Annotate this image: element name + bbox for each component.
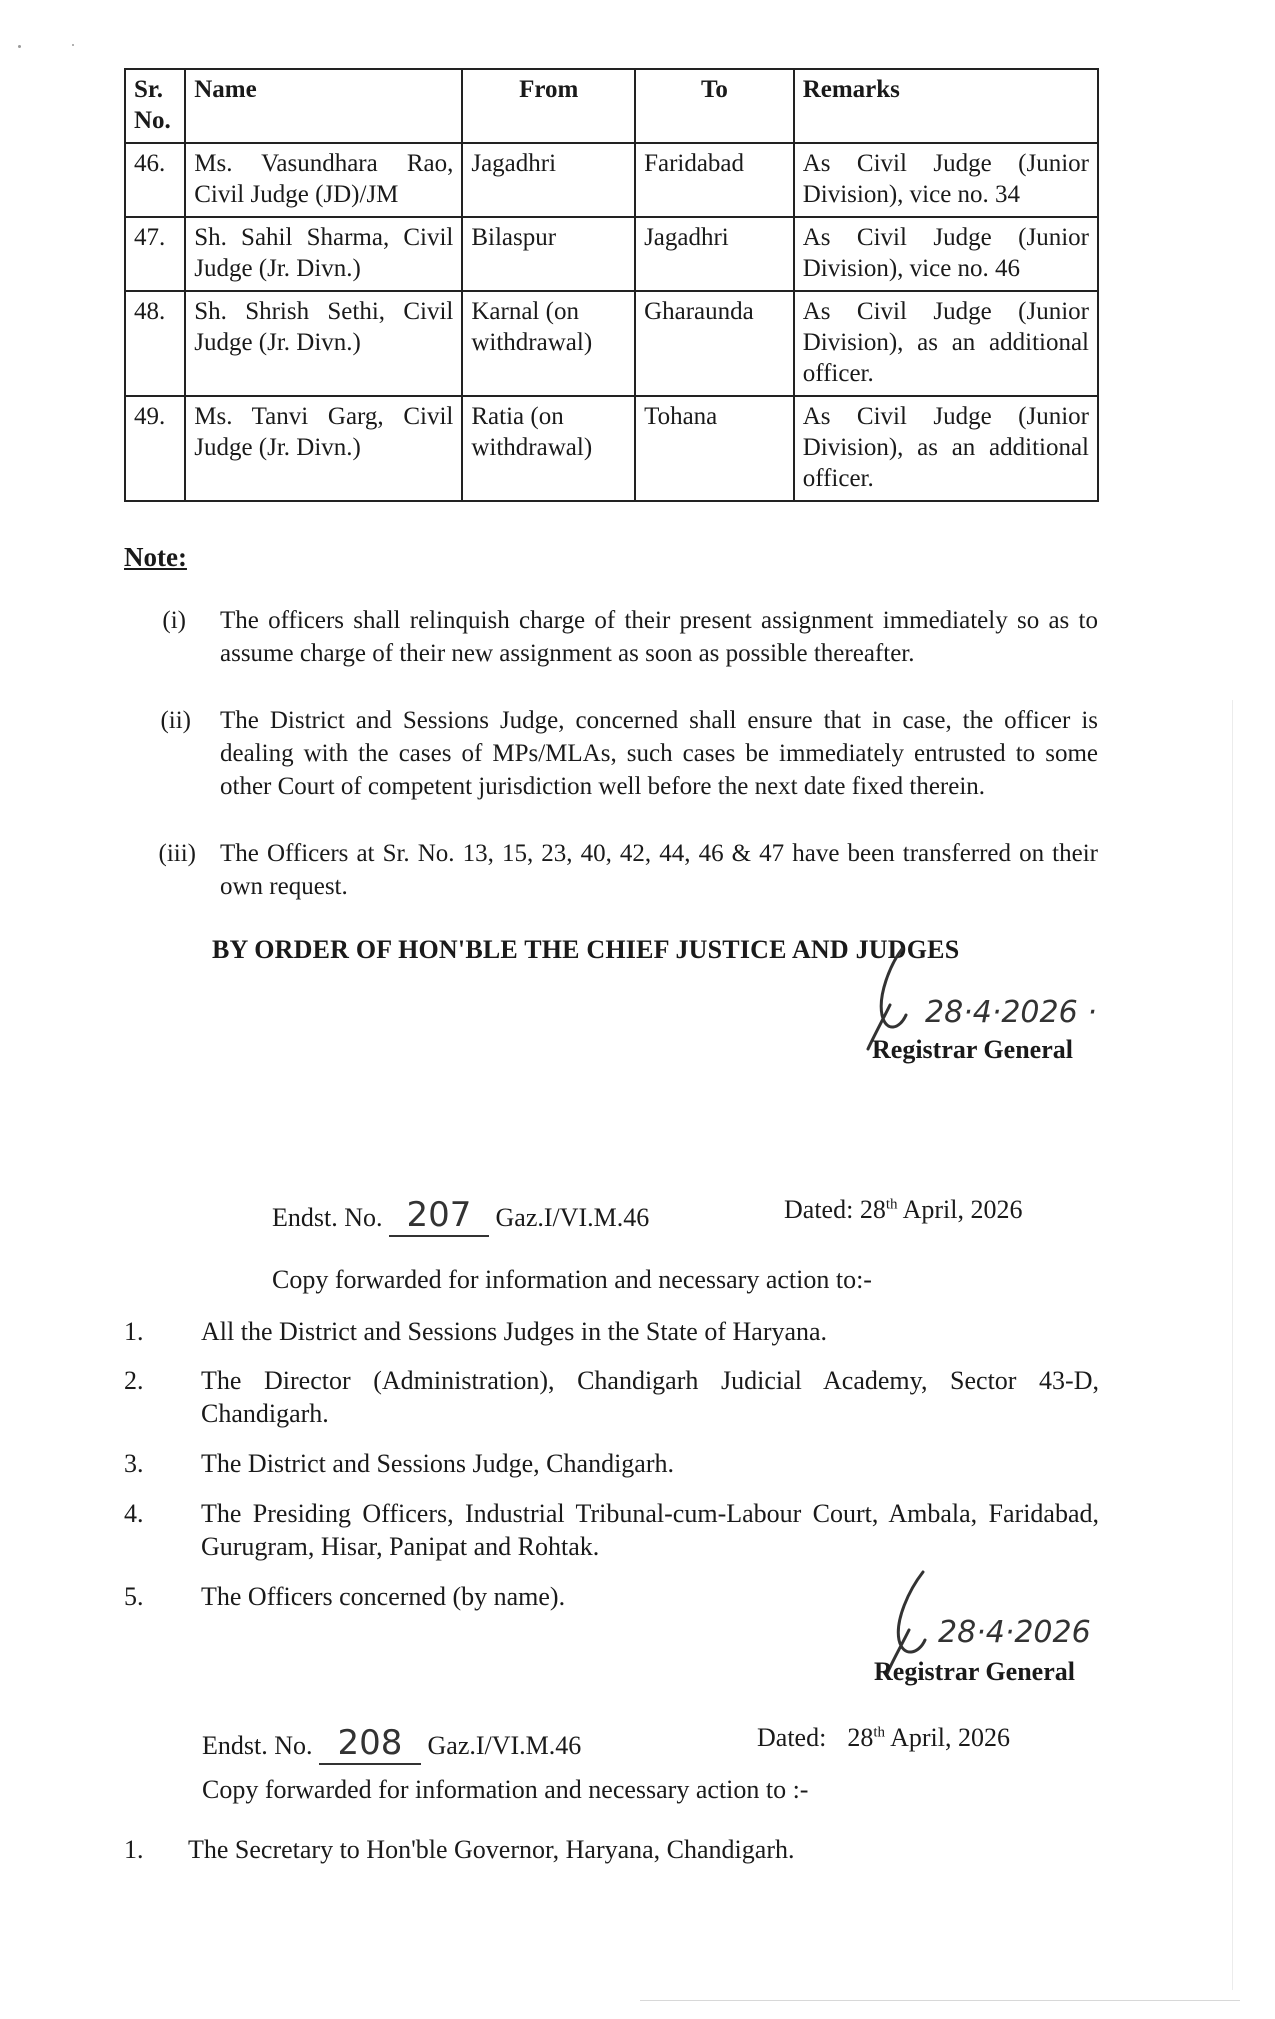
endorsement-date [784, 1195, 1022, 1225]
cell-name: Ms. Vasundhara Rao, Civil Judge (JD)/JM [185, 143, 462, 217]
cell-sr: 47. [125, 217, 185, 291]
dated-month-year: April, 2026 [890, 1723, 1010, 1752]
copy-forwarded-line: Copy forwarded for information and necessary action to:- [272, 1265, 872, 1294]
recipient-number: 2. [124, 1366, 144, 1395]
endorsement-ref: Gaz.I/VI.M.46 [495, 1203, 650, 1232]
note-item-number: (iii) [158, 840, 196, 867]
table-header-row [125, 69, 1098, 143]
registrar-general-title: Registrar General [872, 1035, 1073, 1064]
dated-ordinal: th [873, 1724, 885, 1741]
endorsement-number-handwritten: 207 [406, 1195, 472, 1235]
cell-to: Tohana [635, 396, 794, 501]
note-item-text: The Officers at Sr. No. 13, 15, 23, 40, 42, 44, 46 & 47 have been transferred on their own request. [220, 840, 1098, 900]
note-item-text: The District and Sessions Judge, concerned shall ensure that in case, the officer is dealing with the cases of MPs/MLAs, such cases be immediately entrusted to some other Court of competent jurisdiction well before the next date fixed therein. [220, 707, 1098, 800]
signature-date-handwritten: 28·4·2026 [938, 1615, 1091, 1650]
col-header-remarks: Remarks [794, 69, 1098, 143]
recipient-text: The Director (Administration), Chandigarh Judicial Academy, Sector 43-D, Chandigarh. [201, 1366, 1099, 1428]
scan-edge-line [1232, 700, 1233, 1990]
col-header-sr: Sr. No. [125, 69, 185, 143]
table-row [125, 396, 1098, 501]
recipient-number: 3. [124, 1449, 144, 1478]
col-header-from: From [462, 69, 635, 143]
cell-sr: 46. [125, 143, 185, 217]
table-row [125, 143, 1098, 217]
recipient-text: The Officers concerned (by name). [201, 1582, 566, 1611]
recipient-text: The Presiding Officers, Industrial Tribunal-cum-Labour Court, Ambala, Faridabad, Gurugram, Hisar, Panipat and Rohtak. [201, 1499, 1099, 1561]
table-row [125, 291, 1098, 396]
dated-label: Dated: [757, 1723, 827, 1752]
col-header-name: Name [185, 69, 462, 143]
note-item-text: The officers shall relinquish charge of their present assignment immediately so as to assume charge of their new assignment as soon as possible thereafter. [220, 607, 1098, 667]
note-item-number: (ii) [160, 707, 191, 734]
cell-sr: 48. [125, 291, 185, 396]
endorsement-prefix: Endst. No. [272, 1203, 383, 1232]
endorsement-number-handwritten: 208 [337, 1723, 403, 1763]
cell-name: Ms. Tanvi Garg, Civil Judge (Jr. Divn.) [185, 396, 462, 501]
recipient-number: 1. [124, 1317, 144, 1346]
col-header-to: To [635, 69, 794, 143]
recipient-text: The Secretary to Hon'ble Governor, Haryana, Chandigarh. [188, 1835, 795, 1864]
recipient-text: All the District and Sessions Judges in the State of Haryana. [201, 1317, 828, 1346]
endorsement-number [319, 1723, 421, 1765]
cell-name: Sh. Sahil Sharma, Civil Judge (Jr. Divn.) [185, 217, 462, 291]
table-row [125, 217, 1098, 291]
signature-date-handwritten: 28·4·2026 · [925, 995, 1097, 1030]
dated-day: 28 [847, 1723, 874, 1752]
cell-from: Bilaspur [462, 217, 635, 291]
endorsement-prefix: Endst. No. [202, 1731, 313, 1760]
cell-name: Sh. Shrish Sethi, Civil Judge (Jr. Divn.) [185, 291, 462, 396]
cell-remarks: As Civil Judge (Junior Division), as an additional officer. [794, 396, 1098, 501]
endorsement-line [272, 1195, 649, 1237]
cell-remarks: As Civil Judge (Junior Division), as an additional officer. [794, 291, 1098, 396]
endorsement-number [389, 1195, 489, 1237]
scan-edge-line [640, 2000, 1240, 2001]
cell-sr: 49. [125, 396, 185, 501]
cell-remarks: As Civil Judge (Junior Division), vice no. 34 [794, 143, 1098, 217]
registrar-general-title: Registrar General [874, 1657, 1075, 1686]
dated-label: Dated: [784, 1195, 854, 1224]
endorsement-date [757, 1723, 1010, 1753]
dated-ordinal: th [885, 1196, 898, 1213]
transfer-table [124, 68, 1099, 502]
dated-month-year: April, 2026 [902, 1195, 1023, 1224]
cell-to: Jagadhri [635, 217, 794, 291]
cell-to: Gharaunda [635, 291, 794, 396]
endorsement-ref: Gaz.I/VI.M.46 [427, 1731, 582, 1760]
endorsement-line [202, 1723, 581, 1765]
copy-forwarded-line: Copy forwarded for information and necessary action to :- [202, 1775, 809, 1804]
recipient-number: 1. [124, 1835, 144, 1864]
cell-from: Karnal (on withdrawal) [462, 291, 635, 396]
cell-from: Ratia (on withdrawal) [462, 396, 635, 501]
cell-from: Jagadhri [462, 143, 635, 217]
scan-speck [18, 45, 21, 48]
cell-remarks: As Civil Judge (Junior Division), vice no. 46 [794, 217, 1098, 291]
note-heading: Note: [124, 542, 187, 572]
note-item-number: (i) [162, 607, 186, 634]
scan-speck [72, 44, 74, 46]
recipient-number: 4. [124, 1499, 144, 1528]
dated-day: 28 [859, 1195, 886, 1224]
order-line: BY ORDER OF HON'BLE THE CHIEF JUSTICE AND JUDGES [212, 935, 960, 964]
recipient-number: 5. [124, 1582, 144, 1611]
recipient-text: The District and Sessions Judge, Chandigarh. [201, 1449, 674, 1478]
cell-to: Faridabad [635, 143, 794, 217]
